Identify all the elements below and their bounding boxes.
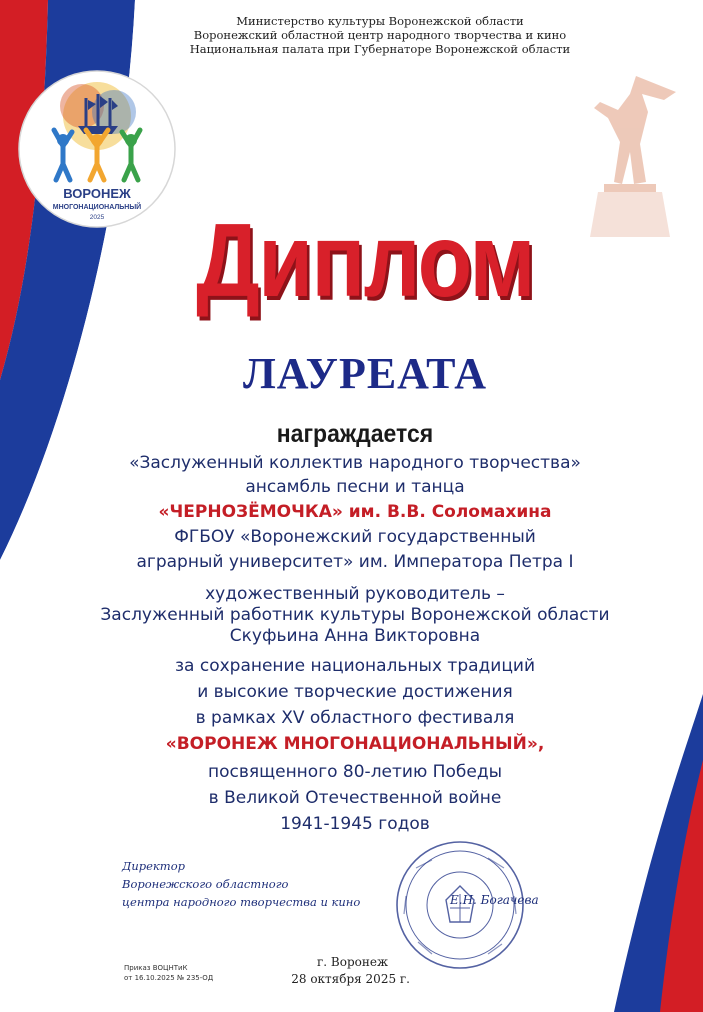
logo-name: ВОРОНЕЖ [63,186,131,201]
signature-org-2: центра народного творчества и кино [122,895,361,909]
diploma-subtitle: ЛАУРЕАТА [242,349,488,398]
logo-year: 2025 [89,214,105,221]
place: г. Воронеж [316,955,388,969]
festival-name: «ВОРОНЕЖ МНОГОНАЦИОНАЛЬНЫЙ», [165,734,545,754]
director-name: Скуфьина Анна Викторовна [229,626,481,646]
signature-title: Директор [122,859,185,873]
body-line-2: ансамбль песни и танца [245,477,465,497]
body-line-5: аграрный университет» им. Императора Петра I [136,552,574,572]
body-line-6: художественный руководитель – [205,584,505,604]
diploma-title: Диплом [196,203,534,319]
body-line-11: в рамках XV областного фестиваля [195,708,515,728]
awarded-label: награждается [276,420,434,448]
body-line-14: в Великой Отечественной войне [208,788,502,808]
body-line-1: «Заслуженный коллектив народного творчества» [129,453,581,473]
body-line-10: и высокие творческие достижения [197,682,513,702]
victory-monument-watermark [578,72,678,237]
header-ministry: Министерство культуры Воронежской области [236,14,524,28]
body-line-7: Заслуженный работник культуры Воронежской области [100,605,610,625]
order-line-1: Приказ ВОЦНТиК [124,964,188,972]
signatory-name: Е.Н. Богачева [450,893,539,907]
logo-subtitle: МНОГОНАЦИОНАЛЬНЫЙ [52,204,142,211]
body-line-13: посвященного 80-летию Победы [207,762,502,782]
header-chamber: Национальная палата при Губернаторе Воронежской области [189,42,571,56]
ensemble-name: «ЧЕРНОЗЁМОЧКА» им. В.В. Соломахина [158,502,552,522]
festival-logo [16,68,178,230]
body-line-4: ФГБОУ «Воронежский государственный [174,527,536,547]
signature-org-1: Воронежского областного [122,877,289,891]
header-center: Воронежский областной центр народного творчества и кино [193,28,567,42]
body-line-15: 1941-1945 годов [280,814,430,834]
issue-date: 28 октября 2025 г. [291,972,410,986]
body-line-9: за сохранение национальных традиций [174,656,536,676]
order-line-2: от 16.10.2025 № 235-ОД [124,974,214,982]
